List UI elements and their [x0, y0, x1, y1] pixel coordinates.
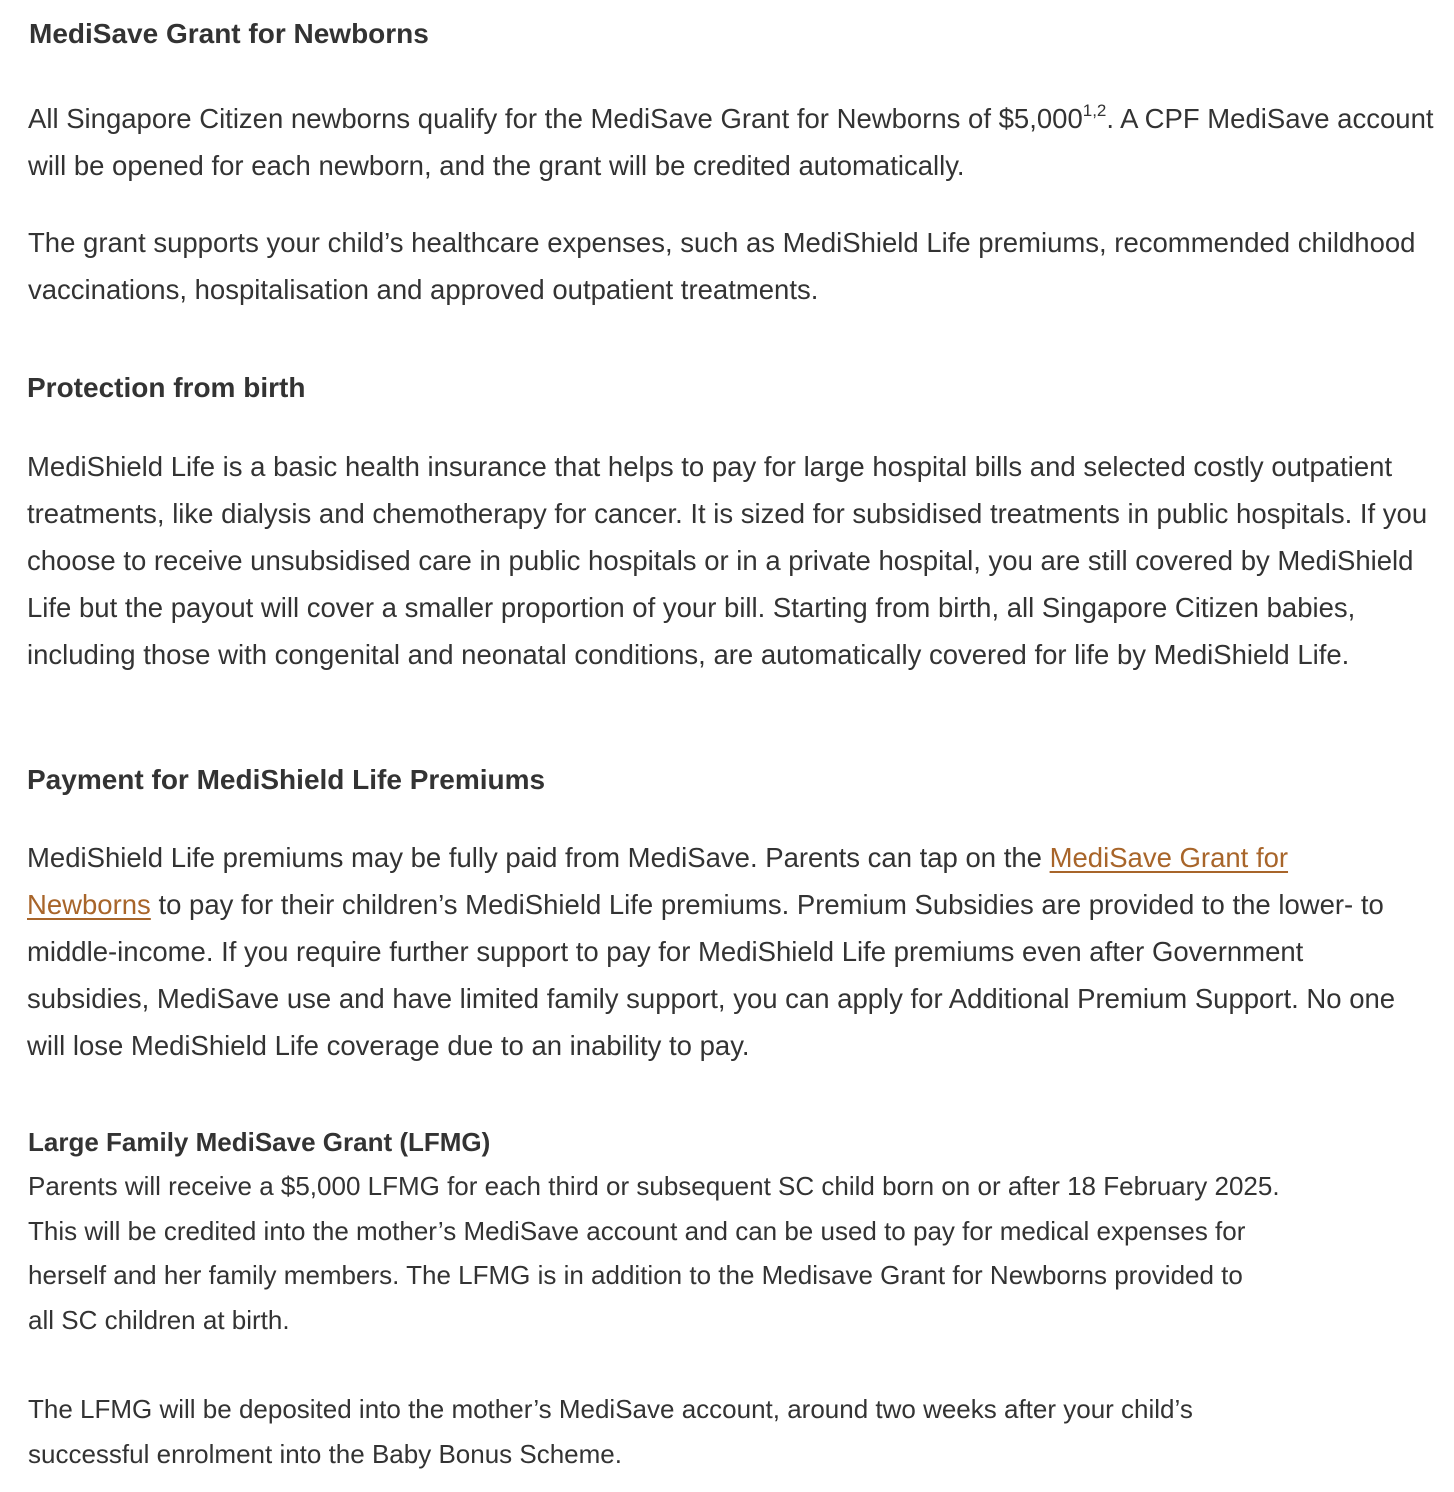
medisave-grant-link[interactable]: MediSave Grant for Newborns — [27, 842, 1289, 920]
payment-paragraph — [27, 834, 1407, 1069]
grant-p1-text: All Singapore Citizen newborns qualify for the MediSave Grant for Newborns of $5,000 — [28, 103, 1083, 134]
lfmg-paragraph-2 — [28, 1387, 1448, 1476]
lfmg-p1-line: This will be credited into the mother’s MediSave account and can be used to pay for medical expenses for — [28, 1215, 1246, 1246]
payment-p1-text-end: to pay for their children’s MediShield Life premiums. Premium Subsidies are provided to the lower- to middle-income. If you require further support to pay for MediShield Life premiums even after Government subsidies, MediSave use and have limited family support, you can apply for Additional Premium Support. No one will lose MediShield Life coverage due to an inability to pay. — [27, 889, 1396, 1061]
lfmg-p1-line: herself and her family members. The LFMG is in addition to the Medisave Grant for Newborns provided to — [28, 1260, 1243, 1290]
grant-paragraph-2: The grant supports your child’s healthcare expenses, such as MediShield Life premiums, recommended childhood vaccinations, hospitalisation and approved outpatient treatments. — [28, 227, 1416, 305]
heading-lfmg: Large Family MediSave Grant (LFMG) — [28, 1127, 491, 1157]
payment-p1-text: MediShield Life premiums may be fully paid from MediSave. Parents can tap on the — [27, 842, 1050, 873]
grant-p1-text-end: . A CPF MediSave account will be opened for each newborn, and the grant will be credited automatically. — [28, 103, 1434, 181]
heading-payment-premiums: Payment for MediShield Life Premiums — [27, 764, 546, 795]
heading-medisave-grant: MediSave Grant for Newborns — [29, 18, 429, 49]
lfmg-p2-line: successful enrolment into the Baby Bonus Scheme. — [28, 1438, 622, 1469]
lfmg-p1-line: all SC children at birth. — [28, 1304, 290, 1335]
grant-paragraph-1 — [28, 95, 1448, 189]
lfmg-p2-line: The LFMG will be deposited into the mother’s MediSave account, around two weeks after your child’s — [28, 1394, 1193, 1424]
footnote-ref: 1,2 — [1082, 100, 1107, 120]
lfmg-paragraph-1 — [28, 1164, 1448, 1342]
lfmg-p1-line: Parents will receive a $5,000 LFMG for each third or subsequent SC child born on or after 18 February 2025. — [28, 1171, 1280, 1201]
protection-paragraph: MediShield Life is a basic health insurance that helps to pay for large hospital bills and selected costly outpatient treatments, like dialysis and chemotherapy for cancer. It is sized for subsidised treatments in public hospitals. If you choose to receive unsubsidised care in public hospitals or in a private hospital, you are still covered by MediShield Life but the payout will cover a smaller proportion of your bill. Starting from birth, all Singapore Citizen babies, including those with congenital and neonatal conditions, are automatically covered for life by MediShield Life. — [27, 451, 1428, 670]
heading-protection-from-birth: Protection from birth — [27, 372, 306, 403]
